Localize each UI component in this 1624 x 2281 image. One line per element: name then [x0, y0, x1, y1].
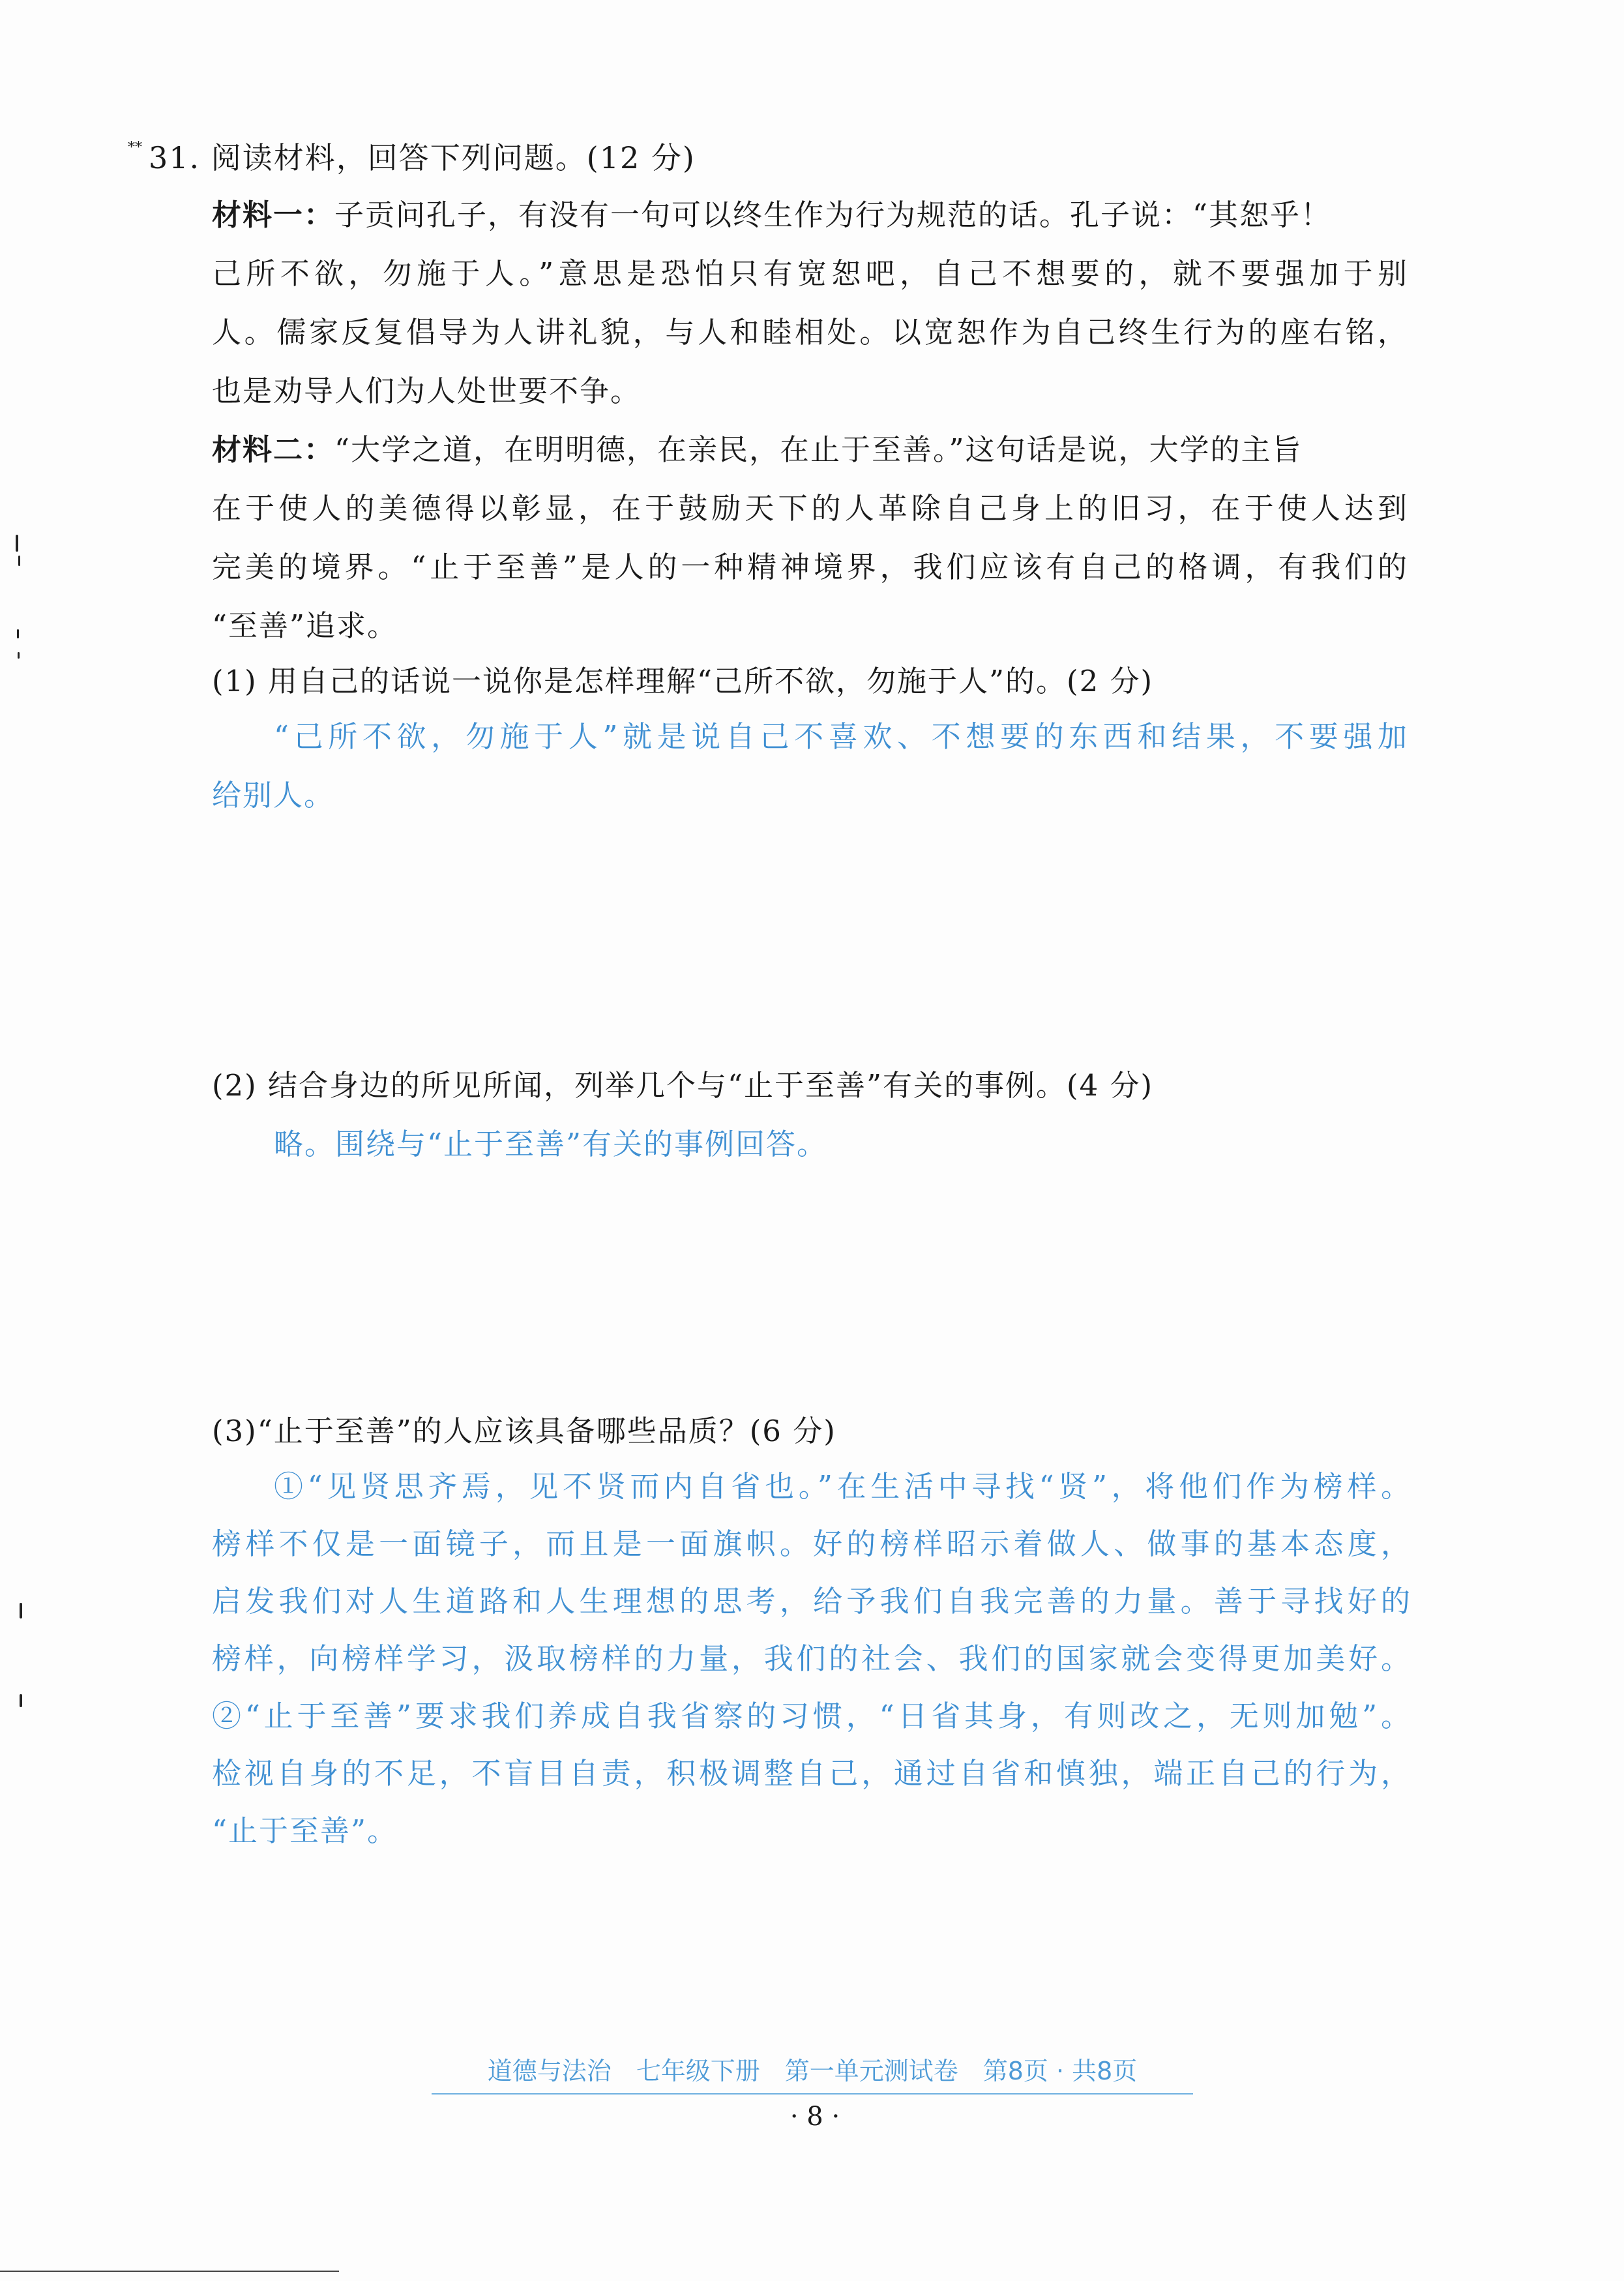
sub-question-1-answer-line-1: “己所不欲，勿施于人”就是说自己不喜欢、不想要的东西和结果，不要强加	[274, 719, 1408, 754]
bottom-rule	[0, 2271, 339, 2272]
sub-question-3-answer-line-1: ①“见贤思齐焉，见不贤而内自省也。”在生活中寻找“贤”，将他们作为榜样。	[274, 1469, 1411, 1504]
sub-question-1-answer-line-2: 给别人。	[212, 778, 335, 813]
sub-question-3-answer-line-6: 检视自身的不足，不盲目自责，积极调整自己，通过自省和慎独，端正自己的行为，	[212, 1756, 1411, 1791]
material-one-label: 材料一：	[212, 198, 335, 232]
sub-question-3-answer-line-5: ②“止于至善”要求我们养成自我省察的习惯，“日省其身，有则改之，无则加勉”。	[212, 1699, 1411, 1733]
material-one-line-3: 人。儒家反复倡导为人讲礼貌，与人和睦相处。以宽恕作为自己终生行为的座右铭，	[212, 315, 1408, 350]
material-two-line-3: 完美的境界。“止于至善”是人的一种精神境界，我们应该有自己的格调，有我们的	[212, 550, 1408, 584]
sub-question-3-answer-line-4: 榜样，向榜样学习，汲取榜样的力量，我们的社会、我们的国家就会变得更加美好。	[212, 1641, 1411, 1676]
sub-question-3-answer-line-3: 启发我们对人生道路和人生理想的思考，给予我们自我完善的力量。善于寻找好的	[212, 1584, 1411, 1618]
scan-mark	[16, 535, 18, 552]
material-two-label: 材料二：	[212, 432, 335, 467]
footer-underline	[432, 2093, 1193, 2095]
scan-mark	[17, 629, 19, 638]
question-title: 31. 阅读材料，回答下列问题。(12 分)	[149, 140, 696, 175]
scan-mark	[18, 556, 20, 566]
scan-mark	[20, 1694, 22, 1707]
page-number: · 8 ·	[790, 2102, 840, 2132]
sub-question-2-answer-line-1: 略。围绕与“止于至善”有关的事例回答。	[274, 1127, 828, 1161]
material-two-line-2: 在于使人的美德得以彰显，在于鼓励天下的人革除自己身上的旧习，在于使人达到	[212, 491, 1408, 526]
material-one-line-1: 材料一：子贡问孔子，有没有一句可以终生作为行为规范的话。孔子说：“其恕乎！	[212, 198, 1332, 232]
material-one-line-2: 己所不欲，勿施于人。”意思是恐怕只有宽恕吧，自己不想要的，就不要强加于别	[212, 256, 1408, 291]
material-one-line-4: 也是劝导人们为人处世要不争。	[212, 374, 642, 408]
material-two-line-4: “至善”追求。	[212, 608, 398, 643]
sub-question-2-prompt: (2) 结合身边的所见所闻，列举几个与“止于至善”有关的事例。(4 分)	[212, 1068, 1154, 1103]
sub-question-3-answer-line-2: 榜样不仅是一面镜子，而且是一面旗帜。好的榜样昭示着做人、做事的基本态度，	[212, 1527, 1411, 1561]
scan-mark	[18, 652, 20, 659]
scan-mark	[20, 1603, 22, 1618]
difficulty-stars: **	[128, 140, 142, 156]
sub-question-3-prompt: (3)“止于至善”的人应该具备哪些品质？(6 分)	[212, 1414, 836, 1448]
sub-question-1-prompt: (1) 用自己的话说一说你是怎样理解“己所不欲，勿施于人”的。(2 分)	[212, 664, 1154, 698]
material-two-line-1: 材料二：“大学之道，在明明德，在亲民，在止于至善。”这句话是说，大学的主旨	[212, 432, 1303, 467]
sub-question-3-answer-line-7: “止于至善”。	[212, 1813, 398, 1848]
page-footer-title: 道德与法治 七年级下册 第一单元测试卷 第8页 · 共8页	[487, 2057, 1138, 2085]
